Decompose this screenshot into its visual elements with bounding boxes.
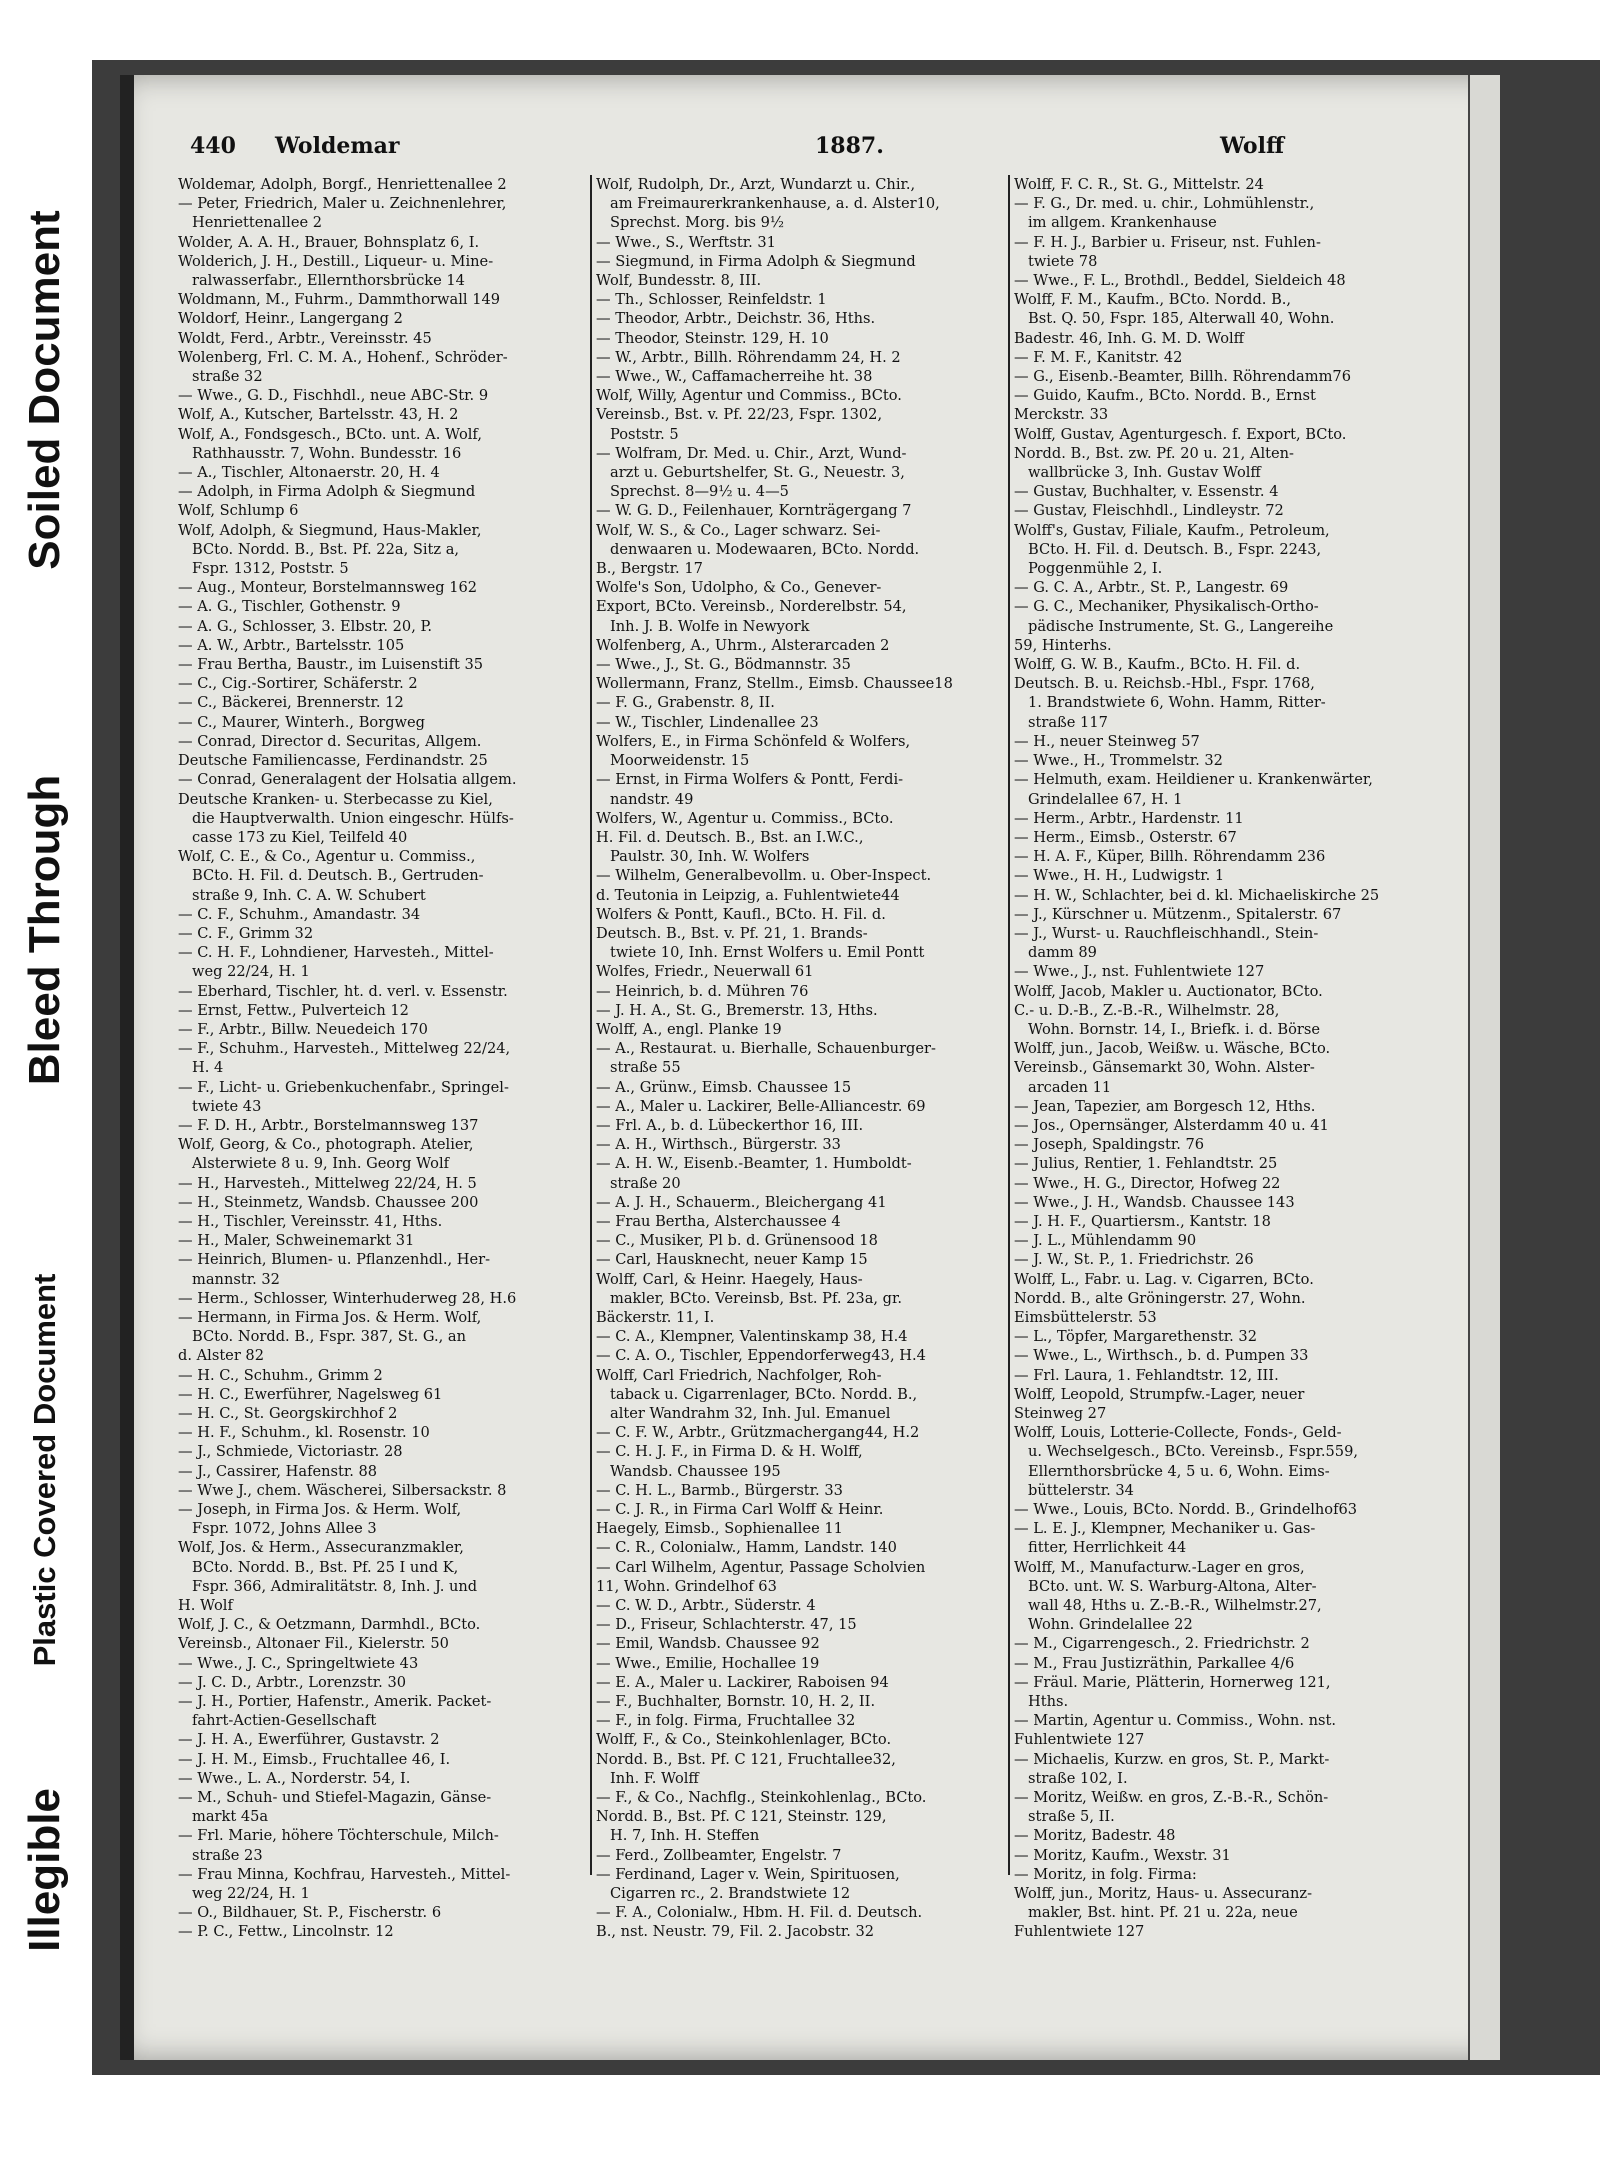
directory-entry-line: — Wwe., L. A., Norderstr. 54, I. (178, 1769, 411, 1787)
directory-column-2 (596, 175, 1001, 1942)
directory-entry-line: weg 22/24, H. 1 (192, 1885, 310, 1903)
directory-entry-line: — J., Wurst- u. Rauchfleischhandl., Stein- (1014, 924, 1319, 942)
directory-entry-line: u. Wechselgesch., BCto. Vereinsb., Fspr.559, (1028, 1443, 1359, 1461)
directory-entry-line: Alsterwiete 8 u. 9, Inh. Georg Wolf (192, 1155, 450, 1173)
directory-entry-line: alter Wandrahm 32, Inh. Jul. Emanuel (610, 1405, 891, 1422)
directory-entry-line: — J. L., Mühlendamm 90 (1014, 1232, 1197, 1250)
directory-entry-line: Woldorf, Heinr., Langergang 2 (178, 310, 403, 328)
directory-entry-line: — A., Maler u. Lackirer, Belle-Alliancestr. 69 (596, 1097, 926, 1115)
directory-entry-line: Wolff, L., Fabr. u. Lag. v. Cigarren, BCto. (1014, 1270, 1314, 1288)
scan-margin (92, 2075, 1600, 2177)
directory-entry-line: Vereinsb., Bst. v. Pf. 22/23, Fspr. 1302, (596, 406, 883, 424)
directory-entry-line: straße 117 (1028, 713, 1108, 731)
directory-entry-line: — C., Cig.-Sortirer, Schäferstr. 2 (178, 675, 418, 693)
directory-entry-line: — A., Grünw., Eimsb. Chaussee 15 (596, 1078, 852, 1096)
directory-entry-line: — Aug., Monteur, Borstelmannsweg 162 (178, 579, 478, 597)
directory-entry-line: — Wwe., G. D., Fischhdl., neue ABC-Str. 9 (178, 387, 489, 405)
directory-entry-line: — A. H. W., Eisenb.-Beamter, 1. Humboldt- (596, 1155, 912, 1173)
directory-entry-line: — Joseph, in Firma Jos. & Herm. Wolf, (178, 1501, 462, 1519)
directory-entry-line: nandstr. 49 (610, 790, 694, 808)
directory-entry-line: — Moritz, Kaufm., Wexstr. 31 (1014, 1846, 1231, 1864)
directory-entry-line: Haegely, Eimsb., Sophienallee 11 (596, 1520, 843, 1538)
directory-entry-line: — J. C. D., Arbtr., Lorenzstr. 30 (178, 1673, 407, 1691)
directory-entry-line: Wolf, Georg, & Co., photograph. Atelier, (178, 1136, 474, 1154)
directory-entry-line: — G. C., Mechaniker, Physikalisch-Ortho- (1014, 598, 1319, 616)
header-right-word: Wolff (1220, 133, 1285, 159)
directory-entry-line: arcaden 11 (1028, 1078, 1112, 1096)
directory-entry-line: — A., Restaurat. u. Bierhalle, Schauenburger- (596, 1040, 936, 1058)
directory-entry-line: Henriettenallee 2 (192, 214, 323, 232)
directory-entry-line: BCto. H. Fil. d. Deutsch. B., Fspr. 2243, (1028, 540, 1322, 558)
directory-entry-line: — H. C., St. Georgskirchhof 2 (178, 1405, 398, 1422)
directory-entry-line: d. Teutonia in Leipzig, a. Fuhlentwiete44 (596, 886, 900, 904)
directory-entry-line: — C. A. O., Tischler, Eppendorferweg43, H.4 (596, 1347, 926, 1365)
directory-entry-line: — J. H., Portier, Hafenstr., Amerik. Packet- (178, 1693, 492, 1711)
directory-entry-line: — J., Schmiede, Victoriastr. 28 (178, 1443, 403, 1461)
directory-entry-line: — Joseph, Spaldingstr. 76 (1014, 1136, 1205, 1154)
directory-entry-line: — Wwe., J. C., Springeltwiete 43 (178, 1654, 419, 1672)
directory-entry-line: — F. G., Grabenstr. 8, II. (596, 694, 775, 712)
directory-entry-line: B., nst. Neustr. 79, Fil. 2. Jacobstr. 32 (596, 1923, 875, 1941)
directory-entry-line: Wolff, F., & Co., Steinkohlenlager, BCto. (596, 1731, 892, 1749)
directory-entry-line: BCto. Nordd. B., Bst. Pf. 22a, Sitz a, (192, 540, 460, 558)
directory-entry-line: Rathhausstr. 7, Wohn. Bundesstr. 16 (192, 444, 462, 462)
directory-entry-line: Wolff, jun., Jacob, Weißw. u. Wäsche, BCto. (1014, 1040, 1331, 1058)
directory-entry-line: wall 48, Hths u. Z.-B.-R., Wilhelmstr.27, (1028, 1597, 1322, 1615)
directory-entry-line: — Jean, Tapezier, am Borgesch 12, Hths. (1014, 1097, 1316, 1115)
directory-entry-line: — C. R., Colonialw., Hamm, Landstr. 140 (596, 1539, 897, 1557)
directory-entry-line: — A. W., Arbtr., Bartelsstr. 105 (178, 636, 405, 654)
directory-entry-line: Eimsbüttelerstr. 53 (1014, 1308, 1157, 1326)
directory-entry-line: BCto. unt. W. S. Warburg-Altona, Alter- (1028, 1577, 1317, 1595)
directory-entry-line: Wolff, F. M., Kaufm., BCto. Nordd. B., (1014, 291, 1292, 309)
directory-entry-line: — Conrad, Director d. Securitas, Allgem. (178, 732, 482, 750)
directory-entry-line: Fuhlentwiete 127 (1014, 1731, 1145, 1749)
directory-entry-line: H. Fil. d. Deutsch. B., Bst. an I.W.C., (596, 828, 864, 846)
column-divider (590, 175, 592, 1875)
directory-entry-line: — Martin, Agentur u. Commiss., Wohn. nst. (1014, 1712, 1336, 1730)
directory-entry-line: Wolff, Jacob, Makler u. Auctionator, BCto. (1014, 982, 1323, 1000)
directory-entry-line: — H., Tischler, Vereinsstr. 41, Hths. (178, 1212, 443, 1230)
directory-entry-line: Nordd. B., Bst. Pf. C 121, Steinstr. 129, (596, 1808, 887, 1826)
directory-entry-line: damm 89 (1028, 944, 1097, 962)
directory-entry-line: — C. A., Klempner, Valentinskamp 38, H.4 (596, 1328, 908, 1346)
directory-entry-line: Export, BCto. Vereinsb., Norderelbstr. 54, (596, 598, 907, 616)
page-header (180, 133, 1350, 173)
directory-entry-line: — H. C., Schuhm., Grimm 2 (178, 1366, 383, 1384)
directory-entry-line: Fspr. 1072, Johns Allee 3 (192, 1520, 377, 1538)
directory-entry-line: — H. A. F., Küper, Billh. Röhrendamm 236 (1014, 848, 1326, 866)
directory-entry-line: Woldmann, M., Fuhrm., Dammthorwall 149 (178, 291, 501, 309)
directory-entry-line: Poggenmühle 2, I. (1028, 560, 1163, 578)
directory-entry-line: — Wwe., H., Trommelstr. 32 (1014, 752, 1223, 770)
directory-entry-line: — A., Tischler, Altonaerstr. 20, H. 4 (178, 464, 440, 482)
directory-entry-line: — F., & Co., Nachflg., Steinkohlenlag., BCto. (596, 1789, 927, 1807)
directory-entry-line: straße 23 (192, 1846, 263, 1864)
directory-entry-line: — Wolfram, Dr. Med. u. Chir., Arzt, Wund- (596, 444, 907, 462)
directory-entry-line: — Wwe., J., St. G., Bödmannstr. 35 (596, 656, 851, 674)
directory-page (120, 75, 1500, 2060)
directory-entry-line: twiete 78 (1028, 252, 1098, 270)
directory-entry-line: twiete 10, Inh. Ernst Wolfers u. Emil Pontt (610, 944, 925, 962)
directory-entry-line: Wohn. Grindelallee 22 (1028, 1616, 1193, 1634)
directory-entry-line: Wandsb. Chaussee 195 (610, 1462, 781, 1480)
directory-entry-line: Sprechst. 8—9½ u. 4—5 (610, 483, 789, 501)
directory-entry-line: — F. G., Dr. med. u. chir., Lohmühlenstr., (1014, 195, 1315, 213)
directory-entry-line: mannstr. 32 (192, 1270, 280, 1288)
directory-entry-line: Moorweidenstr. 15 (610, 752, 750, 770)
directory-entry-line: Inh. F. Wolff (610, 1769, 699, 1787)
directory-entry-line: BCto. Nordd. B., Bst. Pf. 25 I und K, (192, 1558, 459, 1576)
directory-entry-line: — Th., Schlosser, Reinfeldstr. 1 (596, 291, 827, 309)
directory-entry-line: Wolff, Gustav, Agenturgesch. f. Export, BCto. (1014, 425, 1347, 443)
directory-entry-line: — H., Steinmetz, Wandsb. Chaussee 200 (178, 1193, 479, 1211)
directory-entry-line: — Siegmund, in Firma Adolph & Siegmund (596, 252, 916, 270)
directory-entry-line: Deutsch. B. u. Reichsb.-Hbl., Fspr. 1768, (1014, 675, 1315, 693)
directory-entry-line: — Wwe., S., Werftstr. 31 (596, 233, 776, 251)
soiled-document-label: Soiled Document (20, 210, 69, 570)
directory-entry-line: — Wwe., F. L., Brothdl., Beddel, Sieldeich 48 (1014, 272, 1346, 290)
directory-entry-line: Vereinsb., Gänsemarkt 30, Wohn. Alster- (1014, 1059, 1315, 1077)
directory-entry-line: makler, Bst. hint. Pf. 21 u. 22a, neue (1028, 1904, 1298, 1922)
directory-entry-line: Wolf, J. C., & Oetzmann, Darmhdl., BCto. (178, 1616, 481, 1634)
directory-entry-line: — M., Cigarrengesch., 2. Friedrichstr. 2 (1014, 1635, 1310, 1653)
directory-entry-line: — Moritz, Weißw. en gros, Z.-B.-R., Schön- (1014, 1789, 1329, 1807)
document-condition-sidebar (0, 0, 90, 2177)
directory-entry-line: — Frau Bertha, Baustr., im Luisenstift 35 (178, 656, 484, 674)
directory-entry-line: Poststr. 5 (610, 425, 679, 443)
directory-entry-line: makler, BCto. Vereinsb, Bst. Pf. 23a, gr. (610, 1289, 903, 1307)
directory-entry-line: — Heinrich, b. d. Mühren 76 (596, 982, 809, 1000)
directory-entry-line: — Wwe., L., Wirthsch., b. d. Pumpen 33 (1014, 1347, 1309, 1365)
directory-entry-line: Deutsche Kranken- u. Sterbecasse zu Kiel, (178, 790, 493, 808)
directory-entry-line: — Wilhelm, Generalbevollm. u. Ober-Inspect. (596, 867, 932, 885)
directory-entry-line: Wolfers & Pontt, Kaufl., BCto. H. Fil. d. (596, 905, 886, 923)
directory-entry-line: — F. D. H., Arbtr., Borstelmannsweg 137 (178, 1116, 479, 1134)
directory-entry-line: Inh. J. B. Wolfe in Newyork (610, 617, 810, 635)
directory-entry-line: Wolfenberg, A., Uhrm., Alsterarcaden 2 (596, 636, 890, 654)
directory-entry-line: Fspr. 1312, Poststr. 5 (192, 560, 349, 578)
directory-entry-line: pädische Instrumente, St. G., Langereihe (1028, 617, 1334, 635)
directory-entry-line: — W. G. D., Feilenhauer, Kornträgergang 7 (596, 502, 912, 520)
directory-entry-line: BCto. Nordd. B., Fspr. 387, St. G., an (192, 1328, 467, 1346)
directory-entry-line: Ellernthorsbrücke 4, 5 u. 6, Wohn. Eims- (1028, 1462, 1330, 1480)
directory-entry-line: die Hauptverwalth. Union eingeschr. Hülfs- (192, 809, 514, 827)
directory-entry-line: markt 45a (192, 1808, 269, 1826)
directory-entry-line: — Ferdinand, Lager v. Wein, Spirituosen, (596, 1865, 900, 1883)
directory-entry-line: Wolder, A. A. H., Brauer, Bohnsplatz 6, I. (178, 233, 480, 251)
directory-entry-line: — C. H. F., Lohndiener, Harvesteh., Mittel- (178, 944, 494, 962)
directory-entry-line: — Adolph, in Firma Adolph & Siegmund (178, 483, 476, 501)
directory-entry-line: straße 9, Inh. C. A. W. Schubert (192, 886, 426, 904)
directory-entry-line: d. Alster 82 (178, 1347, 265, 1365)
directory-entry-line: — Helmuth, exam. Heildiener u. Krankenwärter, (1014, 771, 1373, 789)
directory-entry-line: — Herm., Schlosser, Winterhuderweg 28, H.6 (178, 1289, 517, 1307)
directory-entry-line: twiete 43 (192, 1097, 262, 1115)
directory-entry-line: — Carl Wilhelm, Agentur, Passage Scholvien (596, 1558, 926, 1576)
directory-entry-line: — H., Maler, Schweinemarkt 31 (178, 1232, 415, 1250)
directory-entry-line: BCto. H. Fil. d. Deutsch. B., Gertruden- (192, 867, 484, 885)
directory-entry-line: — C., Musiker, Pl b. d. Grünensood 18 (596, 1232, 878, 1250)
directory-entry-line: Wolf, Bundesstr. 8, III. (596, 272, 762, 290)
directory-entry-line: — L. E. J., Klempner, Mechaniker u. Gas- (1014, 1520, 1316, 1538)
directory-entry-line: C.- u. D.-B., Z.-B.-R., Wilhelmstr. 28, (1014, 1001, 1280, 1019)
directory-entry-line: Wohn. Bornstr. 14, I., Briefk. i. d. Börse (1028, 1020, 1320, 1038)
directory-entry-line: — H. C., Ewerführer, Nagelsweg 61 (178, 1385, 443, 1403)
column-divider (1008, 175, 1010, 1875)
directory-entry-line: Wolff, Carl Friedrich, Nachfolger, Roh- (596, 1366, 882, 1384)
directory-entry-line: — A. H., Wirthsch., Bürgerstr. 33 (596, 1136, 841, 1154)
directory-entry-line: 59, Hinterhs. (1014, 636, 1112, 654)
directory-entry-line: Wolf, Adolph, & Siegmund, Haus-Makler, (178, 521, 482, 539)
directory-entry-line: — F. M. F., Kanitstr. 42 (1014, 348, 1183, 366)
directory-entry-line: — O., Bildhauer, St. P., Fischerstr. 6 (178, 1904, 442, 1922)
directory-entry-line: denwaaren u. Modewaaren, BCto. Nordd. (610, 540, 920, 558)
adjacent-page-edge (1468, 75, 1500, 2060)
directory-entry-line: Wolf, A., Kutscher, Bartelsstr. 43, H. 2 (178, 406, 459, 424)
directory-entry-line: — G., Eisenb.-Beamter, Billh. Röhrendamm76 (1014, 368, 1351, 386)
directory-entry-line: — E. A., Maler u. Lackirer, Raboisen 94 (596, 1673, 889, 1691)
directory-entry-line: — Moritz, in folg. Firma: (1014, 1865, 1197, 1883)
directory-entry-line: — C., Maurer, Winterh., Borgweg (178, 713, 426, 731)
directory-entry-line: — A. J. H., Schauerm., Bleichergang 41 (596, 1193, 887, 1211)
directory-entry-line: — W., Arbtr., Billh. Röhrendamm 24, H. 2 (596, 348, 901, 366)
directory-entry-line: — J. W., St. P., 1. Friedrichstr. 26 (1014, 1251, 1254, 1269)
directory-entry-line: am Freimaurerkrankenhause, a. d. Alster10, (610, 195, 940, 213)
directory-entry-line: — F., Buchhalter, Bornstr. 10, H. 2, II. (596, 1693, 876, 1711)
directory-entry-line: — Carl, Hausknecht, neuer Kamp 15 (596, 1251, 868, 1269)
directory-entry-line: Deutsch. B., Bst. v. Pf. 21, 1. Brands- (596, 924, 868, 942)
directory-entry-line: Wolff, Carl, & Heinr. Haegely, Haus- (596, 1270, 863, 1288)
directory-entry-line: — Theodor, Steinstr. 129, H. 10 (596, 329, 829, 347)
directory-entry-line: B., Bergstr. 17 (596, 560, 703, 578)
directory-entry-line: wallbrücke 3, Inh. Gustav Wolff (1028, 464, 1261, 482)
directory-entry-line: — Ferd., Zollbeamter, Engelstr. 7 (596, 1846, 842, 1864)
directory-entry-line: Wolf, Willy, Agentur und Commiss., BCto. (596, 387, 902, 405)
directory-entry-line: büttelerstr. 34 (1028, 1481, 1134, 1499)
directory-entry-line: — Julius, Rentier, 1. Fehlandtstr. 25 (1014, 1155, 1278, 1173)
directory-entry-line: Paulstr. 30, Inh. W. Wolfers (610, 848, 810, 866)
directory-entry-line: Wolff's, Gustav, Filiale, Kaufm., Petroleum, (1014, 521, 1330, 539)
directory-entry-line: — H. W., Schlachter, bei d. kl. Michaeliskirche 25 (1014, 886, 1380, 904)
directory-entry-line: — Frau Bertha, Alsterchaussee 4 (596, 1212, 841, 1230)
directory-entry-line: — Frl. Marie, höhere Töchterschule, Milch- (178, 1827, 499, 1845)
directory-entry-line: Nordd. B., alte Gröningerstr. 27, Wohn. (1014, 1289, 1306, 1307)
directory-entry-line: — Gustav, Fleischhdl., Lindleystr. 72 (1014, 502, 1284, 520)
directory-entry-line: arzt u. Geburtshelfer, St. G., Neuestr. 3, (610, 464, 905, 482)
directory-entry-line: — J. H. M., Eimsb., Fruchtallee 46, I. (178, 1750, 451, 1768)
directory-entry-line: — Wwe J., chem. Wäscherei, Silbersackstr. 8 (178, 1481, 507, 1499)
directory-column-3 (1014, 175, 1419, 1942)
illegible-label: Illegible (20, 1788, 69, 1952)
directory-entry-line: Wolf, Schlump 6 (178, 502, 299, 520)
directory-entry-line: — G. C. A., Arbtr., St. P., Langestr. 69 (1014, 579, 1289, 597)
directory-entry-line: — Wwe., W., Caffamacherreihe ht. 38 (596, 368, 873, 386)
header-left-word: Woldemar (275, 133, 400, 159)
directory-entry-line: — Herm., Eimsb., Osterstr. 67 (1014, 828, 1237, 846)
directory-entry-line: Fspr. 366, Admiralitätstr. 8, Inh. J. und (192, 1577, 478, 1595)
directory-entry-line: Nordd. B., Bst. Pf. C 121, Fruchtallee32, (596, 1750, 896, 1768)
directory-entry-line: Wolf, A., Fondsgesch., BCto. unt. A. Wolf, (178, 425, 482, 443)
directory-entry-line: Wolf, Jos. & Herm., Assecuranzmakler, (178, 1539, 464, 1557)
directory-entry-line: Hths. (1028, 1693, 1069, 1711)
directory-entry-line: — Emil, Wandsb. Chaussee 92 (596, 1635, 820, 1653)
directory-entry-line: Fuhlentwiete 127 (1014, 1923, 1145, 1941)
directory-entry-line: — F. H. J., Barbier u. Friseur, nst. Fuhlen- (1014, 233, 1321, 251)
directory-entry-line: — P. C., Fettw., Lincolnstr. 12 (178, 1923, 394, 1941)
directory-entry-line: — Ernst, Fettw., Pulverteich 12 (178, 1001, 409, 1019)
directory-entry-line: — F., Arbtr., Billw. Neuedeich 170 (178, 1020, 428, 1038)
directory-entry-line: — J., Cassirer, Hafenstr. 88 (178, 1462, 378, 1480)
directory-entry-line: — Heinrich, Blumen- u. Pflanzenhdl., Her- (178, 1251, 491, 1269)
directory-entry-line: Wolff, M., Manufacturw.-Lager en gros, (1014, 1558, 1305, 1576)
directory-entry-line: fitter, Herrlichkeit 44 (1028, 1539, 1187, 1557)
directory-entry-line: — Wwe., Emilie, Hochallee 19 (596, 1654, 820, 1672)
directory-entry-line: — H., neuer Steinweg 57 (1014, 732, 1200, 750)
directory-entry-line: Deutsche Familiencasse, Ferdinandstr. 25 (178, 752, 488, 770)
directory-entry-line: Woldemar, Adolph, Borgf., Henriettenallee 2 (178, 176, 507, 193)
directory-entry-line: 11, Wohn. Grindelhof 63 (596, 1577, 777, 1595)
directory-entry-line: — M., Frau Justizräthin, Parkallee 4/6 (1014, 1654, 1295, 1672)
directory-entry-line: — M., Schuh- und Stiefel-Magazin, Gänse- (178, 1789, 492, 1807)
directory-entry-line: straße 55 (610, 1059, 681, 1077)
directory-entry-line: — C. J. R., in Firma Carl Wolff & Heinr. (596, 1501, 884, 1519)
directory-entry-line: — J., Kürschner u. Mützenm., Spitalerstr. 67 (1014, 905, 1342, 923)
directory-entry-line: — Conrad, Generalagent der Holsatia allgem. (178, 771, 517, 789)
directory-entry-line: Bst. Q. 50, Fspr. 185, Alterwall 40, Wohn. (1028, 310, 1335, 328)
directory-entry-line: — C. H. J. F., in Firma D. & H. Wolff, (596, 1443, 863, 1461)
directory-entry-line: Wolff, A., engl. Planke 19 (596, 1020, 782, 1038)
directory-entry-line: — F., Schuhm., Harvesteh., Mittelweg 22/24, (178, 1040, 511, 1058)
directory-entry-line: ralwasserfabr., Ellernthorsbrücke 14 (192, 272, 465, 290)
directory-entry-line: — Peter, Friedrich, Maler u. Zeichnenlehrer, (178, 195, 507, 213)
directory-entry-line: — Wwe., H. H., Ludwigstr. 1 (1014, 867, 1225, 885)
directory-entry-line: Wolenberg, Frl. C. M. A., Hohenf., Schröder- (178, 348, 508, 366)
directory-entry-line: — F. A., Colonialw., Hbm. H. Fil. d. Deutsch. (596, 1904, 923, 1922)
directory-entry-line: straße 102, I. (1028, 1769, 1128, 1787)
directory-entry-line: H. 7, Inh. H. Steffen (610, 1827, 760, 1845)
directory-entry-line: fahrt-Actien-Gesellschaft (192, 1712, 377, 1730)
directory-entry-line: Nordd. B., Bst. zw. Pf. 20 u. 21, Alten- (1014, 444, 1294, 462)
directory-entry-line: straße 5, II. (1028, 1808, 1115, 1826)
directory-entry-line: — H., Harvesteh., Mittelweg 22/24, H. 5 (178, 1174, 477, 1192)
directory-entry-line: — L., Töpfer, Margarethenstr. 32 (1014, 1328, 1257, 1346)
directory-entry-line: H. Wolf (178, 1597, 233, 1615)
directory-entry-line: — Ernst, in Firma Wolfers & Pontt, Ferdi- (596, 771, 904, 789)
page-number: 440 (190, 133, 236, 159)
directory-entry-line: weg 22/24, H. 1 (192, 963, 310, 981)
directory-entry-line: Bäckerstr. 11, I. (596, 1308, 715, 1326)
directory-entry-line: Badestr. 46, Inh. G. M. D. Wolff (1014, 329, 1245, 347)
directory-entry-line: Merckstr. 33 (1014, 406, 1109, 424)
directory-entry-line: Wolfers, W., Agentur u. Commiss., BCto. (596, 809, 894, 827)
bleed-through-label: Bleed Through (20, 774, 69, 1086)
directory-entry-line: — Herm., Arbtr., Hardenstr. 11 (1014, 809, 1244, 827)
directory-entry-line: im allgem. Krankenhause (1028, 214, 1217, 232)
directory-entry-line: — Theodor, Arbtr., Deichstr. 36, Hths. (596, 310, 876, 328)
directory-entry-line: — Jos., Opernsänger, Alsterdamm 40 u. 41 (1014, 1116, 1329, 1134)
directory-entry-line: Wolff, jun., Moritz, Haus- u. Assecuranz- (1014, 1885, 1313, 1903)
directory-entry-line: Woldt, Ferd., Arbtr., Vereinsstr. 45 (178, 329, 432, 347)
directory-entry-line: Wolderich, J. H., Destill., Liqueur- u. Mine- (178, 252, 494, 270)
header-year: 1887. (815, 133, 884, 159)
directory-entry-line: — Frau Minna, Kochfrau, Harvesteh., Mittel- (178, 1865, 511, 1883)
directory-entry-line: — F., in folg. Firma, Fruchtallee 32 (596, 1712, 856, 1730)
directory-entry-line: — H. F., Schuhm., kl. Rosenstr. 10 (178, 1424, 430, 1442)
directory-entry-line: Wolf, Rudolph, Dr., Arzt, Wundarzt u. Chir., (596, 176, 916, 193)
directory-entry-line: Wolf, W. S., & Co., Lager schwarz. Sei- (596, 521, 881, 539)
directory-entry-line: Wolfers, E., in Firma Schönfeld & Wolfers, (596, 732, 911, 750)
directory-entry-line: casse 173 zu Kiel, Teilfeld 40 (192, 828, 408, 846)
directory-entry-line: — Wwe., H. G., Director, Hofweg 22 (1014, 1174, 1281, 1192)
directory-entry-line: straße 20 (610, 1174, 681, 1192)
directory-entry-line: — Frl. Laura, 1. Fehlandtstr. 12, III. (1014, 1366, 1279, 1384)
directory-entry-line: — C. F. W., Arbtr., Grützmachergang44, H.2 (596, 1424, 920, 1442)
directory-entry-line: — C. F., Grimm 32 (178, 924, 314, 942)
directory-entry-line: Cigarren rc., 2. Brandstwiete 12 (610, 1885, 851, 1903)
directory-entry-line: Vereinsb., Altonaer Fil., Kielerstr. 50 (178, 1635, 449, 1653)
directory-entry-line: — Wwe., J. H., Wandsb. Chaussee 143 (1014, 1193, 1295, 1211)
directory-entry-line: Wolff, G. W. B., Kaufm., BCto. H. Fil. d. (1014, 656, 1301, 674)
directory-entry-line: Sprechst. Morg. bis 9½ (610, 214, 785, 232)
directory-entry-line: — Fräul. Marie, Plätterin, Hornerweg 121, (1014, 1673, 1331, 1691)
directory-entry-line: — J. H. A., Ewerführer, Gustavstr. 2 (178, 1731, 440, 1749)
directory-entry-line: — J. H. F., Quartiersm., Kantstr. 18 (1014, 1212, 1271, 1230)
directory-entry-line: — Eberhard, Tischler, ht. d. verl. v. Essenstr. (178, 982, 508, 1000)
directory-entry-line: Wolf, C. E., & Co., Agentur u. Commiss., (178, 848, 476, 866)
directory-entry-line: — Moritz, Badestr. 48 (1014, 1827, 1176, 1845)
directory-entry-line: 1. Brandstwiete 6, Wohn. Hamm, Ritter- (1028, 694, 1326, 712)
directory-entry-line: Wollermann, Franz, Stellm., Eimsb. Chaussee18 (596, 675, 953, 693)
directory-entry-line: straße 32 (192, 368, 263, 386)
directory-entry-line: — W., Tischler, Lindenallee 23 (596, 713, 819, 731)
directory-entry-line: — C. H. L., Barmb., Bürgerstr. 33 (596, 1481, 843, 1499)
plastic-covered-label: Plastic Covered Document (27, 1273, 62, 1667)
directory-entry-line: taback u. Cigarrenlager, BCto. Nordd. B., (610, 1385, 918, 1403)
directory-entry-line: Grindelallee 67, H. 1 (1028, 790, 1183, 808)
directory-entry-line: — Frl. A., b. d. Lübeckerthor 16, III. (596, 1116, 864, 1134)
directory-entry-line: Steinweg 27 (1014, 1405, 1107, 1422)
directory-entry-line: — C. F., Schuhm., Amandastr. 34 (178, 905, 421, 923)
directory-entry-line: — J. H. A., St. G., Bremerstr. 13, Hths. (596, 1001, 878, 1019)
directory-entry-line: Wolfes, Friedr., Neuerwall 61 (596, 963, 814, 981)
directory-entry-line: — Wwe., J., nst. Fuhlentwiete 127 (1014, 963, 1265, 981)
directory-entry-line: — Hermann, in Firma Jos. & Herm. Wolf, (178, 1308, 482, 1326)
directory-entry-line: Wolff, Louis, Lotterie-Collecte, Fonds-, Geld- (1014, 1424, 1342, 1442)
directory-entry-line: Wolfe's Son, Udolpho, & Co., Genever- (596, 579, 882, 597)
directory-column-1 (178, 175, 583, 1942)
directory-entry-line: — C., Bäckerei, Brennerstr. 12 (178, 694, 404, 712)
directory-entry-line: Wolff, Leopold, Strumpfw.-Lager, neuer (1014, 1385, 1305, 1403)
directory-entry-line: — C. W. D., Arbtr., Süderstr. 4 (596, 1597, 816, 1615)
directory-entry-line: H. 4 (192, 1059, 224, 1077)
directory-entry-line: — Gustav, Buchhalter, v. Essenstr. 4 (1014, 483, 1279, 501)
directory-entry-line: — A. G., Tischler, Gothenstr. 9 (178, 598, 401, 616)
directory-entry-line: — A. G., Schlosser, 3. Elbstr. 20, P. (178, 617, 432, 635)
directory-entry-line: — Guido, Kaufm., BCto. Nordd. B., Ernst (1014, 387, 1316, 405)
directory-entry-line: — Michaelis, Kurzw. en gros, St. P., Markt- (1014, 1750, 1330, 1768)
directory-entry-line: Wolff, F. C. R., St. G., Mittelstr. 24 (1014, 176, 1264, 193)
directory-entry-line: — F., Licht- u. Griebenkuchenfabr., Springel- (178, 1078, 509, 1096)
directory-entry-line: — Wwe., Louis, BCto. Nordd. B., Grindelhof63 (1014, 1501, 1358, 1519)
directory-entry-line: — D., Friseur, Schlachterstr. 47, 15 (596, 1616, 857, 1634)
page-gutter (120, 75, 134, 2060)
